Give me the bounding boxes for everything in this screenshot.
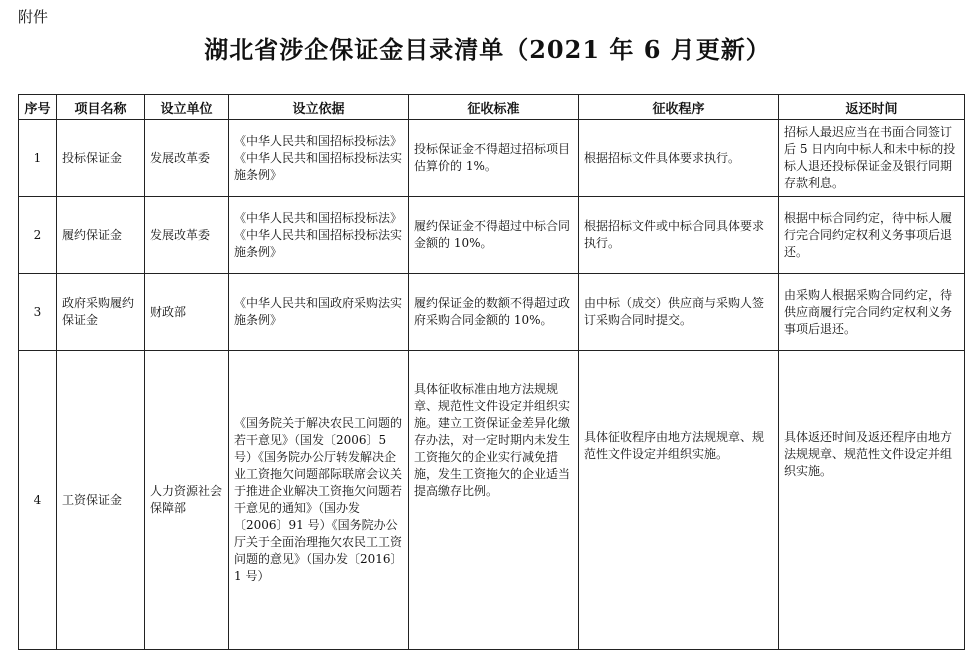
cell-basis: 《中华人民共和国招标投标法》《中华人民共和国招标投标法实施条例》: [229, 120, 409, 197]
cell-project-name: 工资保证金: [57, 351, 145, 650]
cell-no: 1: [19, 120, 57, 197]
cell-refund: 根据中标合同约定，待中标人履行完合同约定权利义务事项后退还。: [779, 197, 965, 274]
cell-standard: 投标保证金不得超过招标项目估算价的 1%。: [409, 120, 579, 197]
cell-procedure: 根据招标文件或中标合同具体要求执行。: [579, 197, 779, 274]
cell-unit: 发展改革委: [145, 197, 229, 274]
deposit-catalog-table: [18, 94, 965, 650]
cell-procedure: 根据招标文件具体要求执行。: [579, 120, 779, 197]
cell-procedure: 具体征收程序由地方法规规章、规范性文件设定并组织实施。: [579, 351, 779, 650]
cell-basis: 《中华人民共和国政府采购法实施条例》: [229, 274, 409, 351]
header-project-name: 项目名称: [57, 95, 145, 120]
cell-refund: 招标人最迟应当在书面合同签订后 5 日内向中标人和未中标的投标人退还投标保证金及银行同期存款利息。: [779, 120, 965, 197]
table-row: [19, 274, 965, 351]
header-standard: 征收标准: [409, 95, 579, 120]
cell-basis: 《中华人民共和国招标投标法》《中华人民共和国招标投标法实施条例》: [229, 197, 409, 274]
table-header-row: [19, 95, 965, 120]
cell-unit: 财政部: [145, 274, 229, 351]
cell-unit: 人力资源社会保障部: [145, 351, 229, 650]
table-row: [19, 197, 965, 274]
cell-refund: 由采购人根据采购合同约定，待供应商履行完合同约定权利义务事项后退还。: [779, 274, 965, 351]
attachment-label: 附件: [18, 8, 49, 26]
cell-project-name: 投标保证金: [57, 120, 145, 197]
header-unit: 设立单位: [145, 95, 229, 120]
cell-procedure: 由中标（成交）供应商与采购人签订采购合同时提交。: [579, 274, 779, 351]
table-row: [19, 351, 965, 650]
header-no: 序号: [19, 95, 57, 120]
header-basis: 设立依据: [229, 95, 409, 120]
header-procedure: 征收程序: [579, 95, 779, 120]
cell-project-name: 履约保证金: [57, 197, 145, 274]
cell-no: 3: [19, 274, 57, 351]
table-row: [19, 120, 965, 197]
cell-no: 4: [19, 351, 57, 650]
cell-project-name: 政府采购履约保证金: [57, 274, 145, 351]
page-title: 湖北省涉企保证金目录清单（2021 年 6 月更新）: [204, 35, 771, 64]
cell-standard: 履约保证金不得超过中标合同金额的 10%。: [409, 197, 579, 274]
cell-standard: 履约保证金的数额不得超过政府采购合同金额的 10%。: [409, 274, 579, 351]
header-refund: 返还时间: [779, 95, 965, 120]
cell-standard: 具体征收标准由地方法规规章、规范性文件设定并组织实施。建立工资保证金差异化缴存办法，对一定时期内未发生工资拖欠的企业实行减免措施，发生工资拖欠的企业适当提高缴存比例。: [409, 351, 579, 650]
cell-refund: 具体返还时间及返还程序由地方法规规章、规范性文件设定并组织实施。: [779, 351, 965, 650]
cell-basis: 《国务院关于解决农民工问题的若干意见》（国发〔2006〕5 号）《国务院办公厅转发解决企业工资拖欠问题部际联席会议关于推进企业解决工资拖欠问题若干意见的通知》（国办发〔2006〕91 号）《国务院办公厅关于全面治理拖欠农民工工资问题的意见》（国办发〔2016〕1 号）: [229, 351, 409, 650]
cell-no: 2: [19, 197, 57, 274]
cell-unit: 发展改革委: [145, 120, 229, 197]
